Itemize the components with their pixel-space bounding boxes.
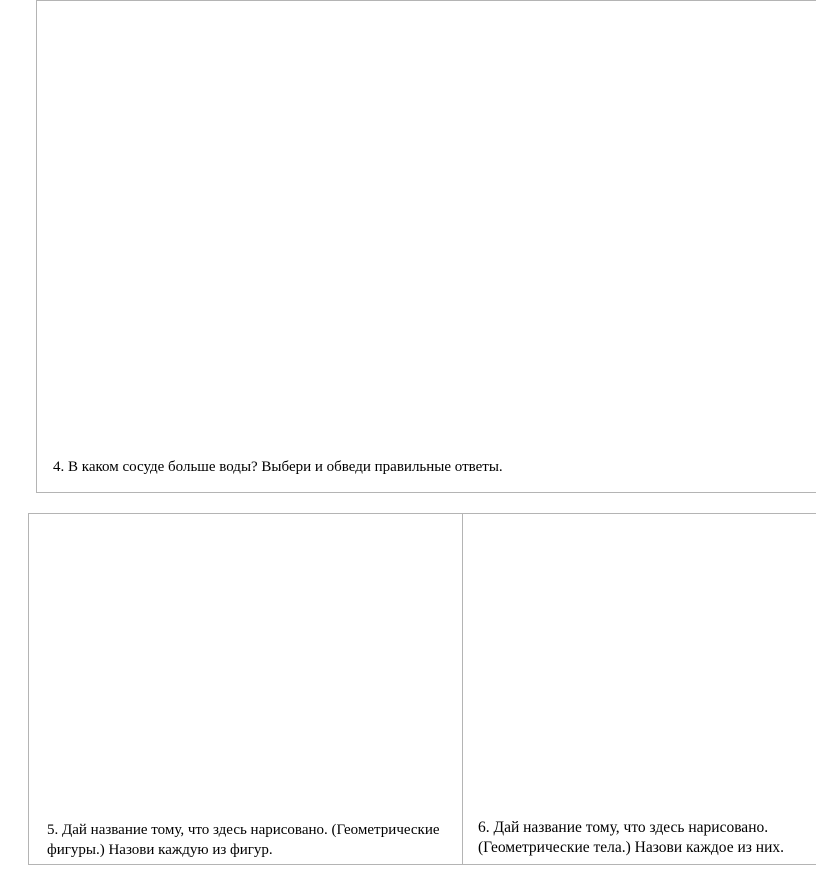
task-6-text — [478, 818, 816, 858]
column-divider — [462, 514, 463, 864]
task-4-text: 4. В каком сосуде больше воды? Выбери и обведи правильные ответы. — [53, 459, 503, 475]
tasks-5-6-table — [28, 513, 816, 865]
task-6-line-2: (Геометрические тела.) Назови каждое из них. — [478, 839, 784, 856]
task-4-frame — [36, 0, 816, 493]
task-5-line-2: фигуры.) Назови каждую из фигур. — [47, 842, 273, 858]
task-6-line-1: 6. Дай название тому, что здесь нарисовано. — [478, 819, 769, 836]
task-5-text — [47, 820, 467, 860]
task-5-line-1: 5. Дай название тому, что здесь нарисовано. (Геометрические — [47, 822, 440, 838]
